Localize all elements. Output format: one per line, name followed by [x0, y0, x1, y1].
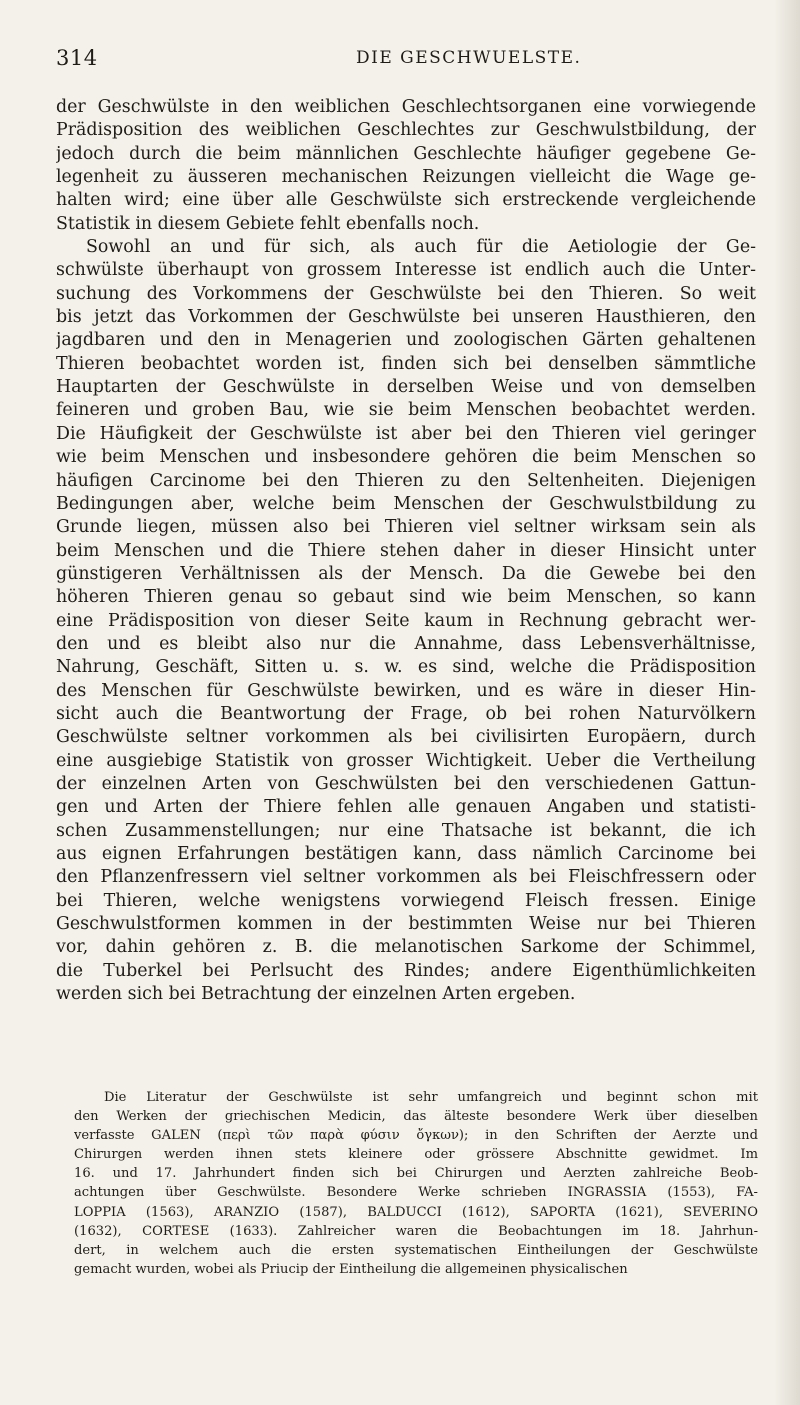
text-line: Sowohl an und für sich, als auch für die Aetiologie der Ge-: [86, 237, 756, 258]
text-line: jedoch durch die beim männlichen Geschlechte häufiger gegebene Ge-: [56, 143, 756, 164]
text-line: Bedingungen aber, welche beim Menschen der Geschwulstbildung zu: [56, 493, 756, 514]
footnote-line: Die Literatur der Geschwülste ist sehr umfangreich und beginnt schon mit: [104, 1090, 758, 1105]
text-line: suchung des Vorkommens der Geschwülste bei den Thieren. So weit: [56, 283, 756, 304]
footnote-line: achtungen über Geschwülste. Besondere Werke schrieben INGRASSIA (1553), FA-: [74, 1185, 758, 1201]
page-header: [56, 46, 760, 76]
body-text: [56, 96, 756, 1006]
text-line: bis jetzt das Vorkommen der Geschwülste bei unseren Hausthieren, den: [56, 307, 756, 328]
text-line: der einzelnen Arten von Geschwülsten bei den verschiedenen Gattun-: [56, 773, 756, 794]
text-line: feineren und groben Bau, wie sie beim Menschen beobachtet werden.: [56, 400, 756, 421]
text-line: beim Menschen und die Thiere stehen daher in dieser Hinsicht unter: [56, 540, 756, 561]
page-edge-shadow: [774, 0, 800, 1405]
text-line: günstigeren Verhältnissen als der Mensch. Da die Gewebe bei den: [56, 563, 756, 584]
footnote-line: Chirurgen werden ihnen stets kleinere oder grössere Abschnitte gewidmet. Im: [74, 1147, 758, 1163]
text-line: häufigen Carcinome bei den Thieren zu den Seltenheiten. Diejenigen: [56, 470, 756, 491]
text-line: eine ausgiebige Statistik von grosser Wichtigkeit. Ueber die Vertheilung: [56, 750, 756, 771]
text-line: den und es bleibt also nur die Annahme, dass Lebensverhältnisse,: [56, 633, 756, 654]
text-line: höheren Thieren genau so gebaut sind wie beim Menschen, so kann: [56, 587, 756, 608]
text-line: legenheit zu äusseren mechanischen Reizungen vielleicht die Wage ge-: [56, 167, 756, 188]
footnote-line: (1632), CORTESE (1633). Zahlreicher waren die Beobachtungen im 18. Jahrhun-: [74, 1223, 758, 1239]
text-line: den Pflanzenfressern viel seltner vorkommen als bei Fleischfressern oder: [56, 867, 756, 888]
text-line: Statistik in diesem Gebiete fehlt ebenfalls noch.: [56, 213, 480, 234]
text-line: Thieren beobachtet worden ist, finden sich bei denselben sämmtliche: [56, 353, 756, 374]
running-title: DIE GESCHWUELSTE.: [356, 48, 582, 68]
text-line: jagdbaren und den in Menagerien und zoologischen Gärten gehaltenen: [56, 330, 756, 351]
footnote-line: 16. und 17. Jahrhundert finden sich bei Chirurgen und Aerzten zahlreiche Beob-: [74, 1166, 758, 1182]
text-line: Geschwulstformen kommen in der bestimmten Weise nur bei Thieren: [56, 914, 756, 935]
text-line: werden sich bei Betrachtung der einzelnen Arten ergeben.: [56, 984, 576, 1005]
text-line: sicht auch die Beantwortung der Frage, ob bei rohen Naturvölkern: [56, 703, 756, 724]
text-line: die Tuberkel bei Perlsucht des Rindes; andere Eigenthümlichkeiten: [56, 960, 756, 981]
text-line: aus eignen Erfahrungen bestätigen kann, dass nämlich Carcinome bei: [56, 844, 756, 864]
text-line: Prädisposition des weiblichen Geschlechtes zur Geschwulstbildung, der: [56, 120, 756, 141]
footnote: [74, 1088, 758, 1279]
text-line: Grunde liegen, müssen also bei Thieren viel seltner wirksam sein als: [56, 517, 756, 538]
text-line: Nahrung, Geschäft, Sitten u. s. w. es sind, welche die Prädisposition: [56, 657, 756, 678]
text-line: schen Zusammenstellungen; nur eine Thatsache ist bekannt, die ich: [56, 820, 756, 841]
text-line: der Geschwülste in den weiblichen Geschlechtsorganen eine vorwiegende: [56, 97, 756, 117]
text-line: vor, dahin gehören z. B. die melanotischen Sarkome der Schimmel,: [56, 937, 756, 958]
text-line: Hauptarten der Geschwülste in derselben Weise und von demselben: [56, 377, 756, 398]
text-line: eine Prädisposition von dieser Seite kaum in Rechnung gebracht wer-: [56, 610, 756, 631]
text-line: gen und Arten der Thiere fehlen alle genauen Angaben und statisti-: [56, 797, 756, 818]
footnote-line: gemacht wurden, wobei als Priucip der Eintheilung die allgemeinen physicalischen: [74, 1261, 628, 1277]
text-line: des Menschen für Geschwülste bewirken, und es wäre in dieser Hin-: [56, 680, 756, 701]
text-line: Geschwülste seltner vorkommen als bei civilisirten Europäern, durch: [56, 727, 756, 748]
text-line: bei Thieren, welche wenigstens vorwiegend Fleisch fressen. Einige: [56, 890, 756, 911]
text-line: halten wird; eine über alle Geschwülste sich erstreckende vergleichende: [56, 190, 756, 211]
text-line: schwülste überhaupt von grossem Interesse ist endlich auch die Unter-: [56, 260, 756, 281]
paragraph-2: [56, 236, 756, 1006]
text-line: Die Häufigkeit der Geschwülste ist aber bei den Thieren viel geringer: [56, 423, 756, 444]
page-number: 314: [56, 46, 98, 70]
footnote-line: den Werken der griechischen Medicin, das älteste besondere Werk über dieselben: [74, 1109, 758, 1125]
footnote-line: dert, in welchem auch die ersten systematischen Eintheilungen der Geschwülste: [74, 1242, 758, 1258]
footnote-line: verfasste GALEN (περὶ τῶν παρὰ φύσιν ὄγκων); in den Schriften der Aerzte und: [74, 1128, 758, 1144]
paragraph-1: [56, 96, 756, 236]
text-line: wie beim Menschen und insbesondere gehören die beim Menschen so: [56, 447, 756, 468]
footnote-line: LOPPIA (1563), ARANZIO (1587), BALDUCCI (1612), SAPORTA (1621), SEVERINO: [74, 1204, 758, 1220]
